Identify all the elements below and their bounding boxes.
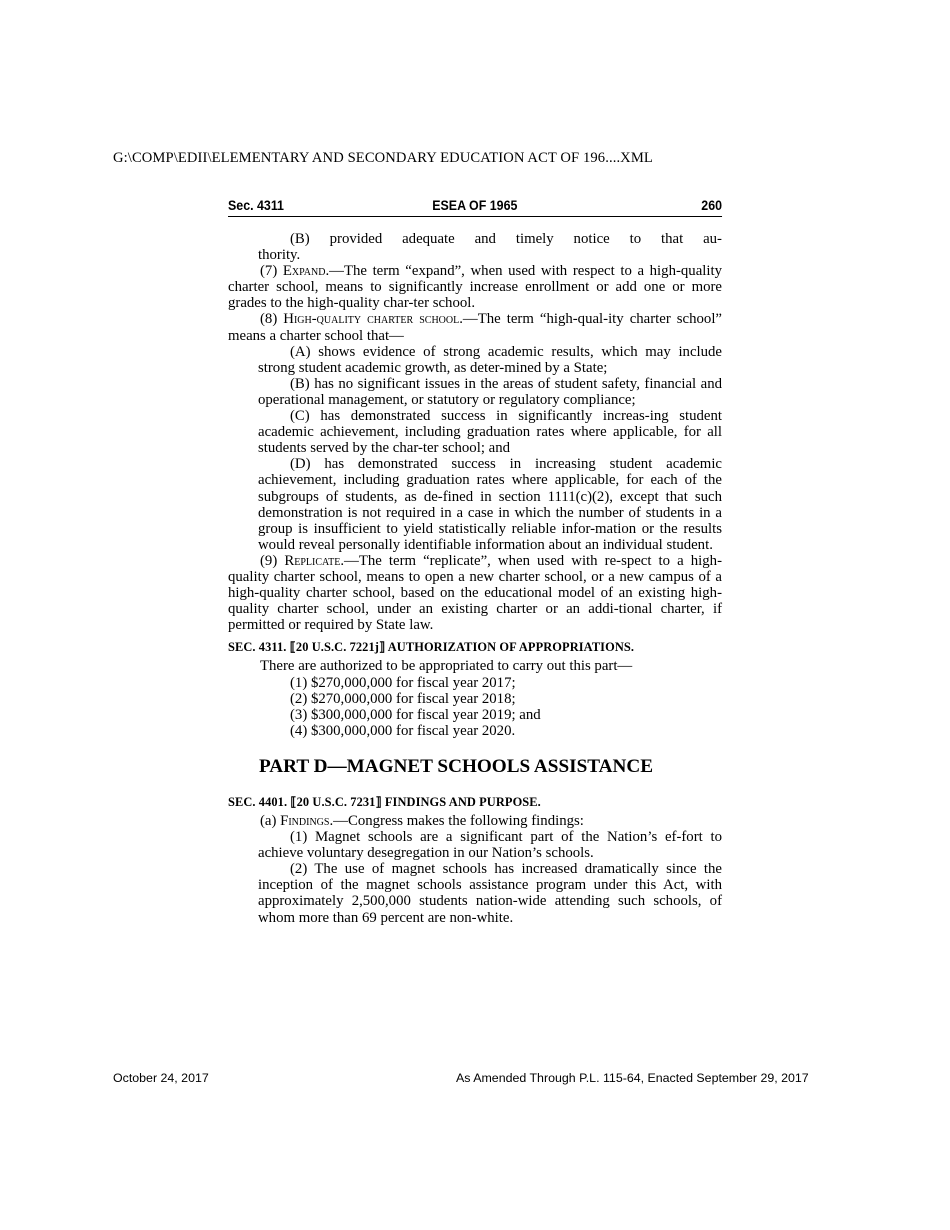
para-b-notice-cont: thority. (258, 247, 301, 264)
para-8-term: High-quality charter school (283, 311, 460, 328)
sec-4311-intro: There are authorized to be appropriated to carry out this part— (260, 658, 633, 675)
finding-1: (1) Magnet schools are a significant part of the Nation’s ef-fort to achieve voluntary desegregation in our Nation’s schools. (258, 829, 722, 862)
findings-term: Findings (280, 813, 330, 829)
footer-amended: As Amended Through P.L. 115-64, Enacted September 29, 2017 (456, 1071, 809, 1085)
list-item: (1) $270,000,000 for fiscal year 2017; (290, 674, 516, 691)
para-8-text: .—The term “high-qual-ity charter school” means a charter school that— (228, 311, 723, 344)
para-7-expand (228, 263, 722, 311)
para-b-notice: (B) provided adequate and timely notice to that au- (290, 231, 722, 247)
list-item: (2) $270,000,000 for fiscal year 2018; (290, 690, 516, 707)
document-body (228, 231, 722, 926)
appropriations-list (228, 675, 722, 739)
para-8c: (C) has demonstrated success in significantly increas-ing student academic achievement, including graduation rates where applicable, for all students served by the char-ter school; and (258, 408, 722, 457)
footer-date: October 24, 2017 (113, 1071, 209, 1085)
running-head-section: Sec. 4311 (228, 198, 284, 213)
list-item: (4) $300,000,000 for fiscal year 2020. (290, 722, 516, 739)
para-7-label: (7) (260, 263, 283, 280)
para-9-term: Replicate (284, 552, 341, 569)
findings-label: (a) (260, 813, 281, 829)
list-item: (3) $300,000,000 for fiscal year 2019; and (290, 706, 541, 723)
para-7-text: .—The term “expand”, when used with respect to a high-quality charter school, means to significantly increase enrollment or add one or more grades to the high-quality char-ter school. (228, 263, 722, 312)
para-8b: (B) has no significant issues in the areas of student safety, financial and operational management, or statutory or regulatory compliance; (258, 375, 722, 408)
sec-4311-heading: SEC. 4311. ⟦20 U.S.C. 7221j⟧ AUTHORIZATION OF APPROPRIATIONS. (228, 640, 635, 655)
para-9-replicate (228, 553, 722, 633)
running-head-title: ESEA OF 1965 (432, 198, 518, 213)
para-9-label: (9) (260, 552, 285, 569)
para-8a: (A) shows evidence of strong academic results, which may include strong student academic growth, as deter-mined by a State; (258, 343, 722, 376)
part-d-heading: PART D—MAGNET SCHOOLS ASSISTANCE (259, 755, 654, 777)
findings-text: .—Congress makes the following findings: (329, 813, 584, 829)
sec-4401-heading: SEC. 4401. ⟦20 U.S.C. 7231⟧ FINDINGS AND PURPOSE. (228, 794, 541, 809)
file-path-header: G:\COMP\EDII\ELEMENTARY AND SECONDARY EDUCATION ACT OF 196....XML (113, 150, 653, 166)
running-head (228, 198, 722, 217)
para-8-label: (8) (260, 311, 284, 328)
finding-2: (2) The use of magnet schools has increased dramatically since the inception of the magnet schools assistance program under this Act, with approximately 2,500,000 students nation-wide attending such schools, of whom more than 69 percent are non-white. (258, 861, 722, 926)
sec-4401-a-findings (228, 813, 722, 829)
para-9-text: .—The term “replicate”, when used with re-spect to a high-quality charter school, means to open a new charter school, or a new campus of a high-quality charter school, based on the educational model of an existing high-quality charter school, under an existing charter or an addi-tional charter, if permitted or required by State law. (228, 552, 723, 634)
para-8-high-quality (228, 311, 722, 343)
para-7-term: Expand (282, 263, 326, 280)
para-8d: (D) has demonstrated success in increasing student academic achievement, including graduation rates where applicable, for each of the subgroups of students, as de-fined in section 1111(c)(2), except that such demonstration is not required in a case in which the number of students in a group is insufficient to yield statistically reliable infor-mation or the results would reveal personally identifiable information about an individual student. (258, 456, 722, 553)
page-number: 260 (701, 198, 723, 213)
